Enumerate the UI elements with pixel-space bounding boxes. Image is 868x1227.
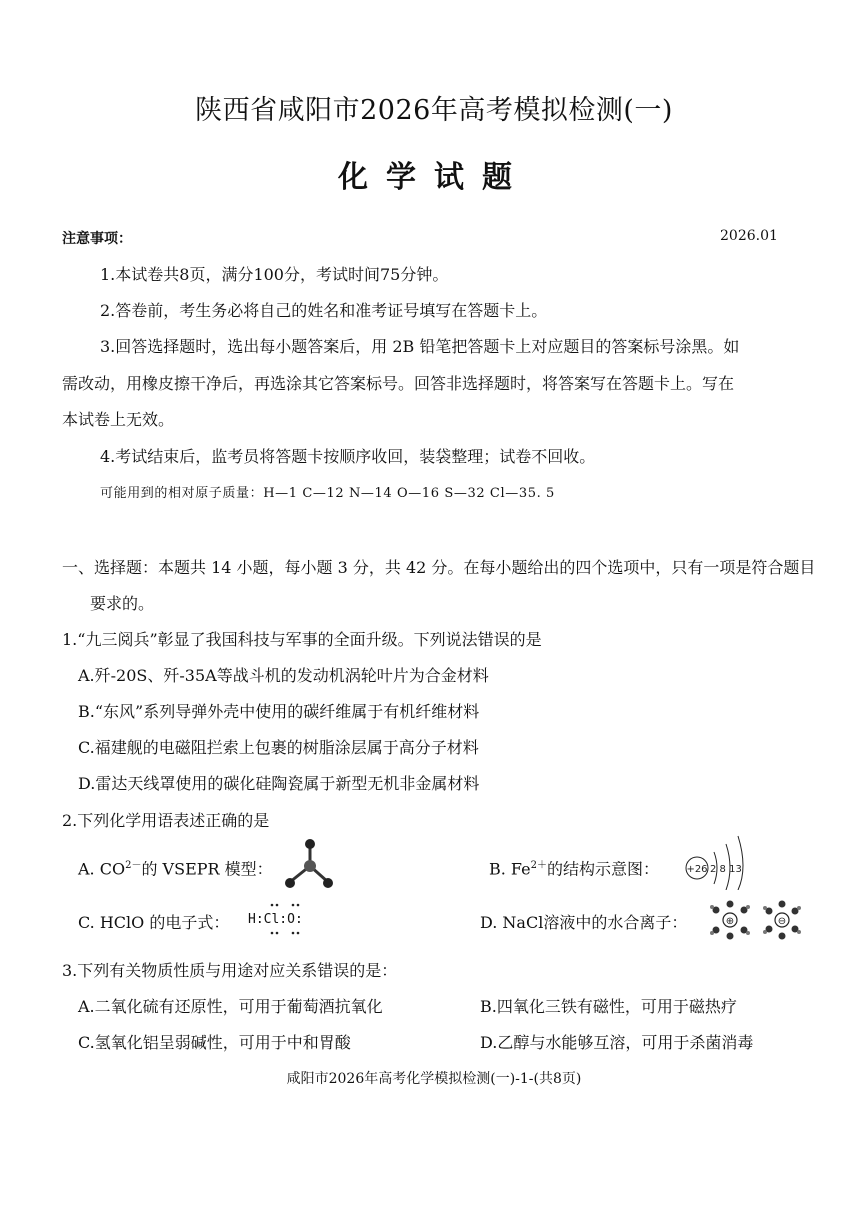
notice-item-1: 1.本试卷共8页，满分100分，考试时间75分钟。 (100, 265, 449, 284)
notice-item-3-cont: 需改动，用橡皮擦干净后，再选涂其它答案标号。回答非选择题时，将答案写在答题卡上。写在 (62, 374, 735, 393)
question-1-option-b: B.“东风”系列导弹外壳中使用的碳纤维属于有机纤维材料 (78, 702, 480, 721)
page-footer: 咸阳市2026年高考化学模拟检测(一)-1-(共8页) (286, 1071, 582, 1087)
option-b-charge: 2＋ (530, 860, 547, 871)
electron-dots-icon (246, 902, 316, 938)
anion-symbol: ⊖ (777, 916, 787, 927)
question-2-option-b (489, 856, 659, 879)
page-subtitle: 化学试题 (338, 160, 530, 195)
nucleus-label: +26 (686, 864, 708, 875)
shell-electrons: 2 8 13 (710, 864, 742, 875)
question-2-option-d: D. NaCl溶液中的水合离子： (480, 913, 688, 932)
option-a-charge: 2－ (125, 860, 142, 871)
option-b-suffix: 的结构示意图： (547, 859, 660, 879)
electron-formula-text: H:Cl:O: (248, 912, 303, 927)
notice-item-3-cont2: 本试卷上无效。 (62, 410, 175, 429)
question-1-option-d: D.雷达天线罩使用的碳化硅陶瓷属于新型无机非金属材料 (78, 774, 480, 793)
section-heading: 一、选择题：本题共 14 小题，每小题 3 分，共 42 分。在每小题给出的四个选项中，只有一项是符合题目 (62, 558, 816, 577)
option-b-prefix: B. Fe (489, 859, 531, 879)
question-1-option-c: C.福建舰的电磁阻拦索上包裹的树脂涂层属于高分子材料 (78, 738, 479, 757)
page-title: 陕西省咸阳市2026年高考模拟检测(一) (195, 95, 673, 126)
hydrated-anion-icon (763, 901, 801, 940)
option-a-suffix: 的 VSEPR 模型： (141, 859, 273, 879)
vsepr-model-icon (280, 838, 340, 894)
option-a-prefix: A. CO (78, 859, 126, 879)
question-3-stem: 3.下列有关物质性质与用途对应关系错误的是： (62, 961, 398, 980)
question-1-option-a: A.歼-20S、歼-35A等战斗机的发动机涡轮叶片为合金材料 (78, 666, 489, 685)
question-3-option-b: B.四氧化三铁有磁性，可用于磁热疗 (480, 997, 737, 1016)
exam-date: 2026.01 (720, 228, 778, 244)
notice-item-3: 3.回答选择题时，选出每小题答案后，用 2B 铅笔把答题卡上对应题目的答案标号涂黑。如 (100, 337, 740, 356)
question-2-option-a (78, 856, 273, 879)
question-1-stem: 1.“九三阅兵”彰显了我国科技与军事的全面升级。下列说法错误的是 (62, 630, 542, 649)
hydrated-ions-icon (706, 898, 810, 942)
question-3-option-d: D.乙醇与水能够互溶，可用于杀菌消毒 (480, 1033, 754, 1052)
question-3-option-a: A.二氧化硫有还原性，可用于葡萄酒抗氧化 (78, 997, 383, 1016)
question-2-option-c: C. HClO 的电子式： (78, 913, 230, 932)
atomic-structure-icon (682, 830, 762, 890)
question-2-stem: 2.下列化学用语表述正确的是 (62, 811, 270, 830)
cation-symbol: ⊕ (725, 916, 735, 927)
notice-item-2: 2.答卷前，考生务必将自己的姓名和准考证号填写在答题卡上。 (100, 301, 548, 320)
notice-item-4: 4.考试结束后，监考员将答题卡按顺序收回，装袋整理；试卷不回收。 (100, 447, 596, 466)
question-3-option-c: C.氢氧化铝呈弱碱性，可用于中和胃酸 (78, 1033, 351, 1052)
section-heading-cont: 要求的。 (90, 594, 155, 613)
hydrated-cation-icon (710, 901, 750, 940)
atomic-masses: 可能用到的相对原子质量：H—1 C—12 N—14 O—16 S—32 Cl—35. 5 (100, 486, 555, 501)
notice-heading: 注意事项： (62, 231, 132, 247)
